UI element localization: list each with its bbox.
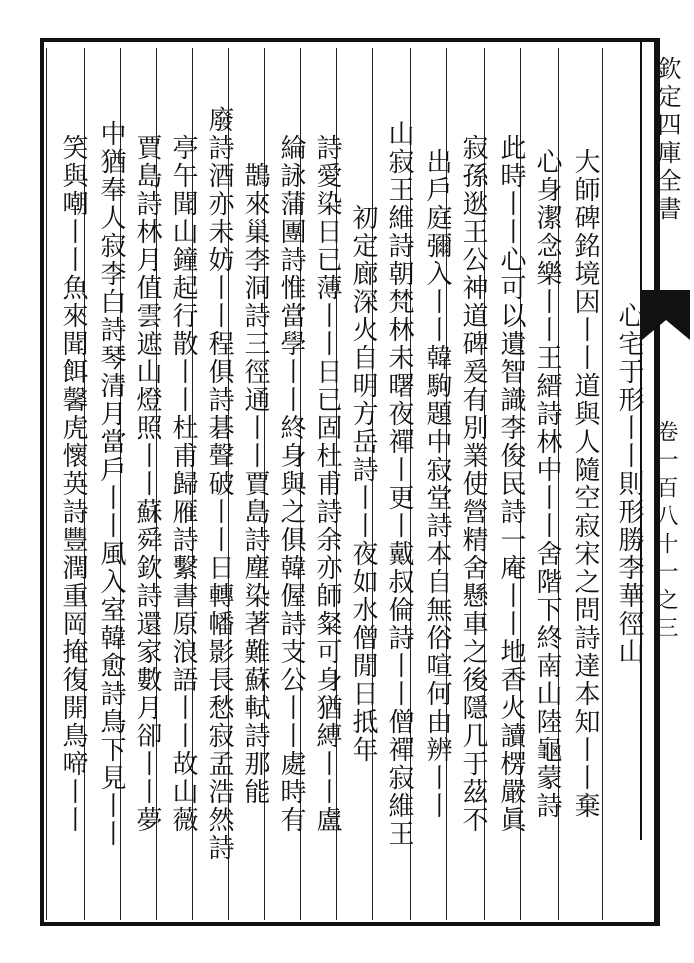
page-margin [640,40,690,840]
text-column: 心宅于形丨丨則形勝李華徑山 [602,48,646,920]
text-column: 笑與嘲丨丨魚來聞餌馨虎懷英詩豐潤重岡掩復開鳥啼丨丨 [46,48,84,920]
text-column: 山寂王維詩朝梵林未曙夜禪丨更丨戴叔倫詩丨丨僧禪寂維王 [372,48,410,920]
text-column: 綸詠蒲團詩惟當學丨丨終身與之俱韓偓詩支公丨丨處時有 [264,48,300,920]
text-column: 初定廊深火自明方岳詩丨丨夜如水僧閒日抵年 [336,48,372,920]
text-column: 賈島詩林月值雲遮山燈照丨丨蘇舜欽詩還家數月卻丨丨夢 [120,48,156,920]
running-head: 欽定四庫全書 [653,56,681,224]
text-column: 心身潔念樂丨丨王縉詩林中丨丨舍階下終南山陸龜蒙詩 [520,48,558,920]
text-column: 寂孫逖王公神道碑爰有別業使營精舍懸車之後隱几于茲不 [446,48,484,920]
text-column: 中猶奉人寂李白詩琴清月當戶丨丨風入室韓愈詩鳥下見丨丨 [84,48,120,920]
text-column: 詩愛染日已薄丨丨日已固杜甫詩余亦師粲可身猶縛丨丨盧 [300,48,336,920]
text-column: 廢詩酒亦未妨丨丨程俱詩碁聲破丨丨日轉幡影長愁寂孟浩然詩 [192,48,228,920]
text-column: 出戶庭彌入丨丨韓駒題中寂堂詩本自無俗喧何由辨丨丨 [410,48,446,920]
text-column: 此時丨丨心可以遺智識李俊民詩一庵丨丨地香火讀楞嚴眞 [484,48,520,920]
text-column: 大師碑銘境因丨丨道與人隨空寂宋之問詩達本知丨丨棄 [558,48,602,920]
text-column: 鵲來巢李洞詩三徑通丨丨賈島詩塵染著難蘇軾詩那能 [228,48,264,920]
volume-label: 卷一百八十一之三 [653,420,678,644]
fishtail-mark-icon [642,290,690,340]
text-column: 亭午聞山鐘起行散丨丨杜甫歸雁詩繫書原浪語丨丨故山薇 [156,48,192,920]
